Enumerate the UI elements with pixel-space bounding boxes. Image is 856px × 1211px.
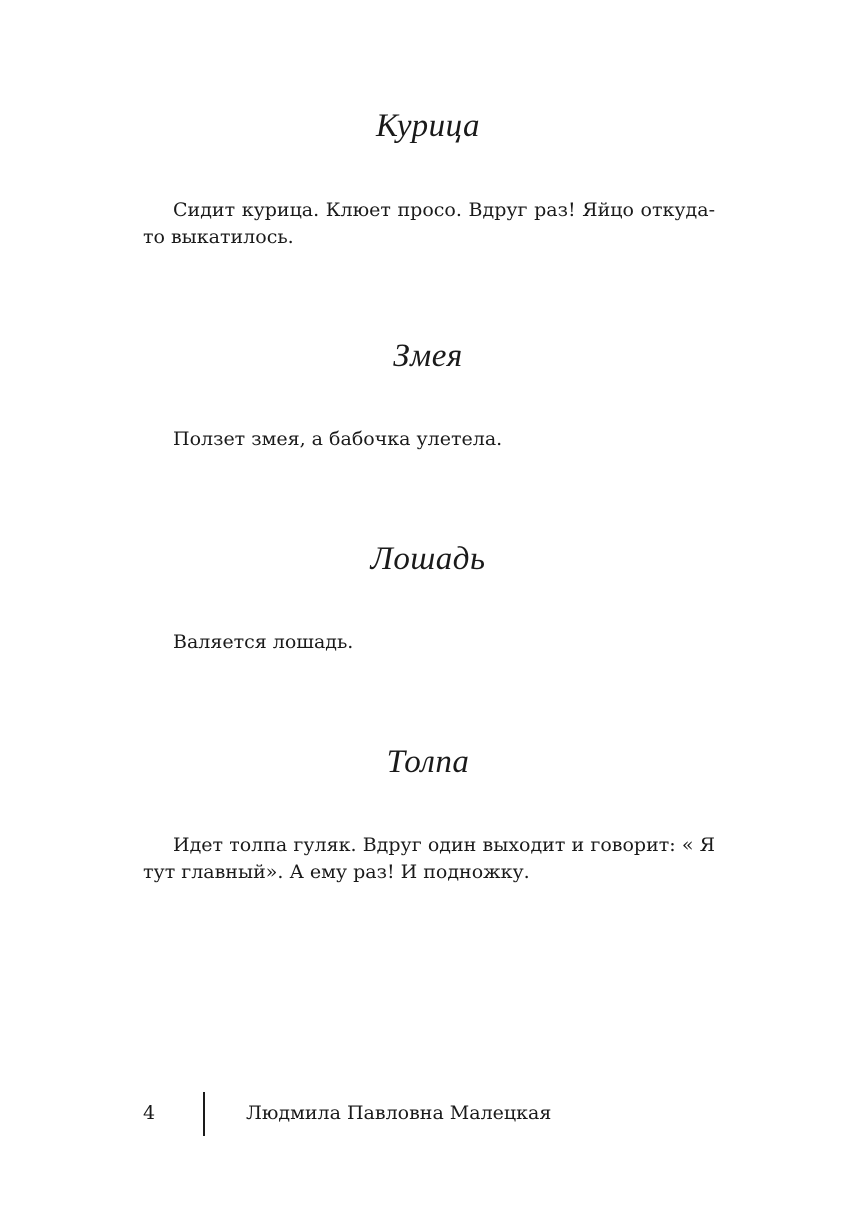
section-text-loshad: Валяется лошадь. xyxy=(173,631,354,653)
footer-author: Людмила Павловна Малецкая xyxy=(246,1102,552,1124)
section-title-zmeya: Змея xyxy=(393,338,463,374)
section-text-kuritsa: Сидит курица. Клюет просо. Вдруг раз! Яйцо откуда-то выкатилось. xyxy=(143,199,715,248)
footer-divider xyxy=(203,1092,205,1136)
page-number: 4 xyxy=(143,1102,156,1124)
section-title-kuritsa: Курица xyxy=(375,108,481,144)
section-text-zmeya: Ползет змея, а бабочка улетела. xyxy=(173,428,503,450)
section-text-tolpa: Идет толпа гуляк. Вдруг один выходит и говорит: « Я тут главный». А ему раз! И подножку. xyxy=(143,834,715,883)
section-title-loshad: Лошадь xyxy=(370,541,486,577)
section-title-tolpa: Толпа xyxy=(386,744,470,780)
